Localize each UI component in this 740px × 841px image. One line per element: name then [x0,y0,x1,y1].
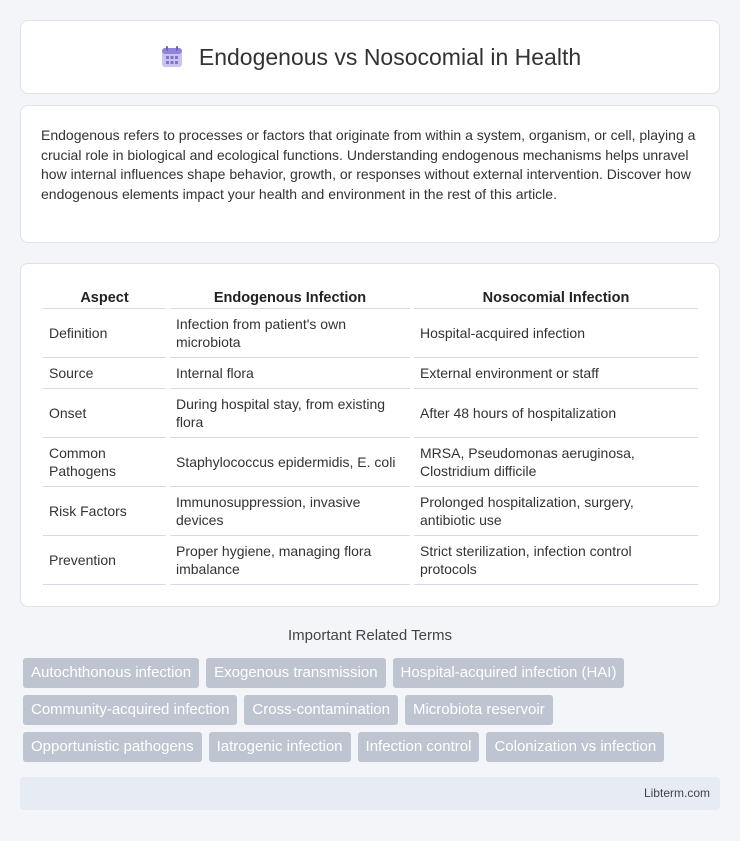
related-term-tag[interactable]: Colonization vs infection [486,732,664,762]
related-term-tag[interactable]: Autochthonous infection [23,658,199,688]
table-cell: Definition [43,308,168,357]
comparison-table [43,284,698,585]
intro-text: Endogenous refers to processes or factors that originate from within a system, organism, or cell, playing a crucial role in biological and ecological functions. Understanding endogenous mechanisms helps unravel how internal influences shape behavior, growth, or responses without external intervention. Discover how endogenous elements impact your health and environment in the rest of this article. [41,127,696,202]
header-nosocomial: Nosocomial Infection [412,284,698,308]
table-cell: Source [43,357,168,388]
table-row [43,308,698,357]
table-cell: Internal flora [168,357,412,388]
header-endogenous: Endogenous Infection [168,284,412,308]
table-cell: Onset [43,388,168,437]
table-cell: Proper hygiene, managing flora imbalance [168,535,412,584]
table-cell: Immunosuppression, invasive devices [168,486,412,535]
title-wrap [159,44,581,71]
table-row [43,388,698,437]
table-row [43,357,698,388]
table-cell: Prevention [43,535,168,584]
table-cell: Hospital-acquired infection [412,308,698,357]
header-card [20,20,720,94]
related-term-tag[interactable]: Opportunistic pathogens [23,732,202,762]
table-cell: Strict sterilization, infection control protocols [412,535,698,584]
footer [20,777,720,810]
tag-row [23,658,723,688]
header-aspect: Aspect [43,284,168,308]
table-cell: Staphylococcus epidermidis, E. coli [168,437,412,486]
related-term-tag[interactable]: Iatrogenic infection [209,732,351,762]
tag-row [23,695,723,725]
table-row [43,437,698,486]
table-cell: Common Pathogens [43,437,168,486]
related-terms-title: Important Related Terms [288,627,452,644]
table-cell: During hospital stay, from existing flora [168,388,412,437]
table-card [20,263,720,607]
related-term-tag[interactable]: Infection control [358,732,480,762]
related-terms [23,658,723,769]
page-title: Endogenous vs Nosocomial in Health [198,43,582,70]
related-term-tag[interactable]: Community-acquired infection [23,695,237,725]
table-cell: After 48 hours of hospitalization [412,388,698,437]
intro-card [20,105,720,243]
tag-row [23,732,723,762]
related-term-tag[interactable]: Hospital-acquired infection (HAI) [393,658,625,688]
table-cell: MRSA, Pseudomonas aeruginosa, Clostridium difficile [412,437,698,486]
related-term-tag[interactable]: Microbiota reservoir [405,695,553,725]
table-cell: Risk Factors [43,486,168,535]
related-term-tag[interactable]: Exogenous transmission [206,658,385,688]
footer-site-link[interactable]: Libterm.com [643,786,710,800]
table-row [43,535,698,584]
calendar-icon [159,44,185,70]
table-header-row [43,284,698,308]
table-cell: External environment or staff [412,357,698,388]
related-term-tag[interactable]: Cross-contamination [244,695,398,725]
table-cell: Prolonged hospitalization, surgery, antibiotic use [412,486,698,535]
table-cell: Infection from patient's own microbiota [168,308,412,357]
table-row [43,486,698,535]
